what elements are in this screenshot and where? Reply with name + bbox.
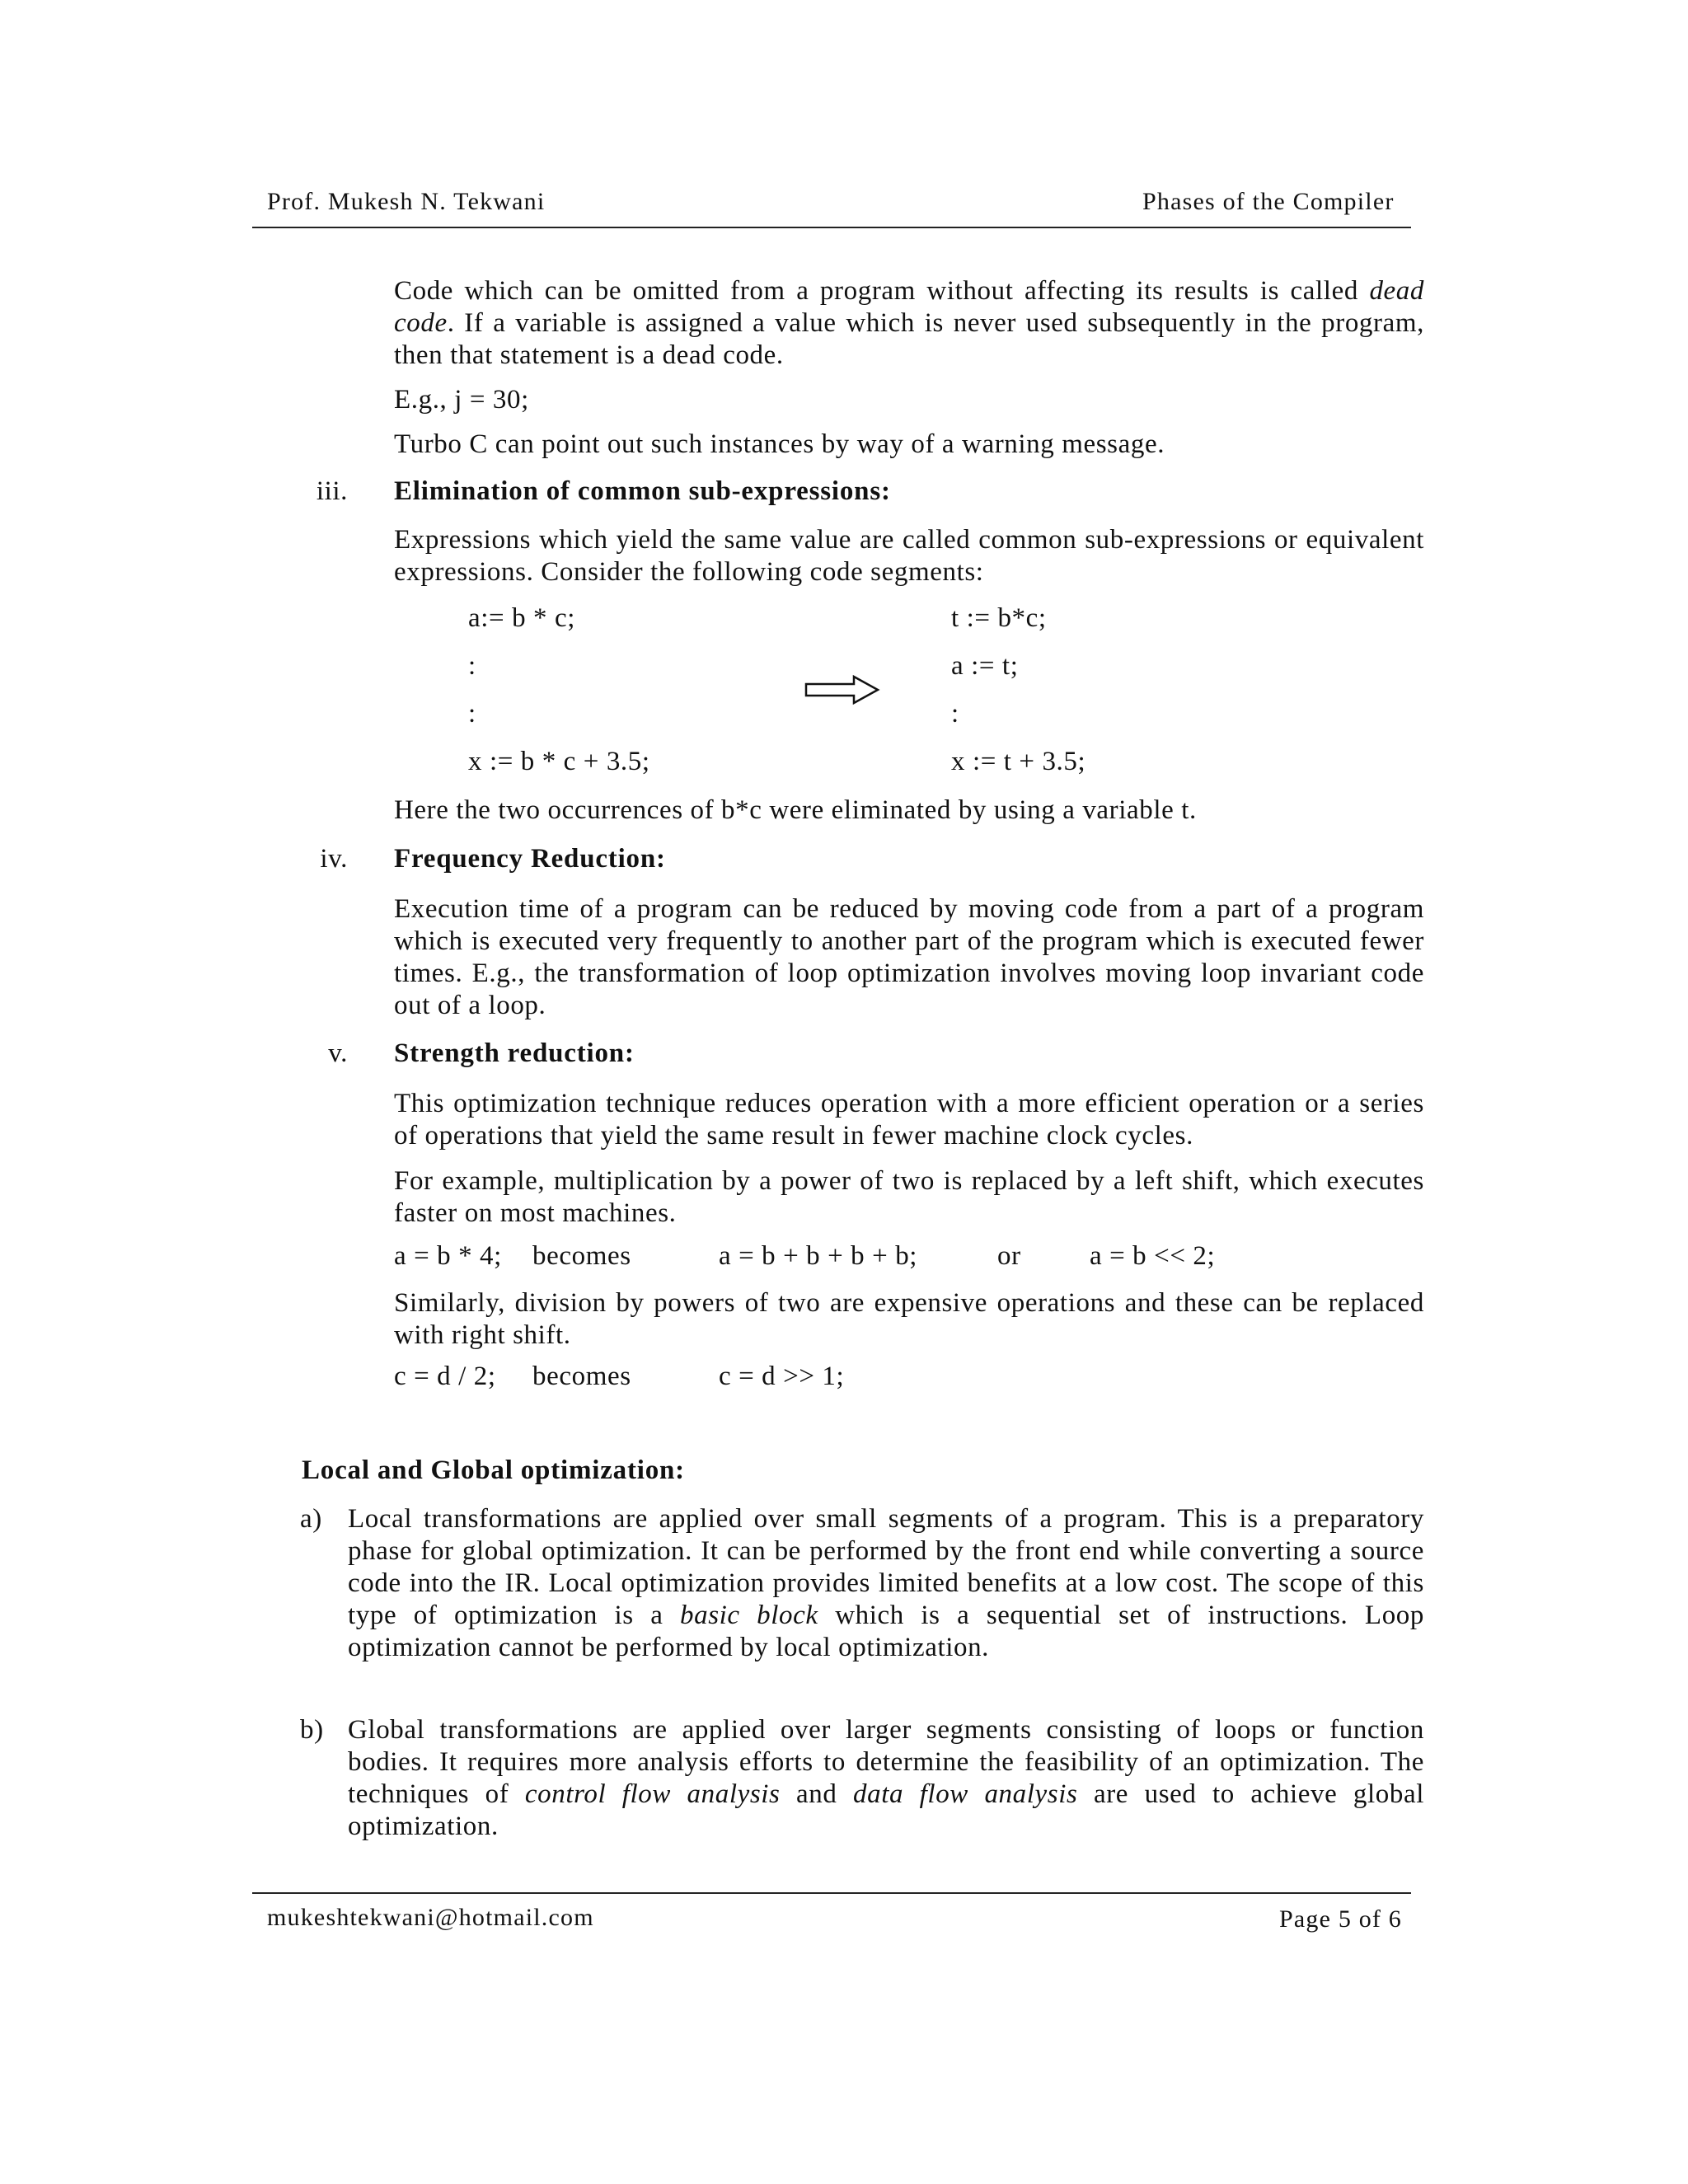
left-code-line-4: x := b * c + 3.5; xyxy=(468,747,650,776)
item-number-v: v. xyxy=(328,1038,348,1068)
example-1-result-add: a = b + b + b + b; xyxy=(719,1241,918,1271)
example-2-expr: c = d / 2; xyxy=(394,1361,496,1391)
example-1-expr: a = b * 4; xyxy=(394,1241,502,1271)
strength-paragraph-3: Similarly, division by powers of two are expensive operations and these can be replaced with right shift. xyxy=(394,1288,1424,1350)
dead-code-example: E.g., j = 30; xyxy=(394,385,529,415)
right-code-line-2: a := t; xyxy=(951,651,1019,681)
global-optimization-paragraph: Global transformations are applied over larger segments consisting of loops or function bodies. It requires more analysis efforts to determine the feasibility of an optimization. The techniques of control flow analysis and data flow analysis are used to achieve global optimization. xyxy=(348,1715,1424,1841)
local-global-heading: Local and Global optimization: xyxy=(302,1455,685,1485)
cse-heading: Elimination of common sub-expressions: xyxy=(394,476,891,506)
basic-block-term: basic block xyxy=(680,1601,818,1630)
item-label-b: b) xyxy=(300,1715,324,1745)
cse-paragraph: Expressions which yield the same value are called common sub-expressions or equivalent expressions. Consider the following code segments: xyxy=(394,525,1424,587)
item-number-iv: iv. xyxy=(320,844,348,874)
control-flow-term: control flow analysis xyxy=(524,1779,781,1809)
item-number-iii: iii. xyxy=(316,476,348,506)
transform-arrow-icon xyxy=(804,674,880,705)
frequency-paragraph: Execution time of a program can be reduced by moving code from a part of a program which is executed very frequently to another part of the program which is executed fewer times. E.g., the transformation of loop optimization involves moving loop invariant code out of a loop. xyxy=(394,894,1424,1020)
example-1-result-shift: a = b << 2; xyxy=(1090,1241,1216,1271)
cse-note: Here the two occurrences of b*c were eliminated by using a variable t. xyxy=(394,795,1197,825)
item-label-a: a) xyxy=(300,1504,322,1534)
frequency-heading: Frequency Reduction: xyxy=(394,844,666,874)
header-author: Prof. Mukesh N. Tekwani xyxy=(267,188,546,215)
footer-rule xyxy=(252,1892,1411,1894)
footer-email[interactable]: mukeshtekwani@hotmail.com xyxy=(267,1904,594,1931)
right-code-line-4: x := t + 3.5; xyxy=(951,747,1086,776)
example-1-or: or xyxy=(997,1241,1021,1271)
turbo-c-note: Turbo C can point out such instances by way of a warning message. xyxy=(394,429,1165,459)
right-code-line-1: t := b*c; xyxy=(951,603,1047,633)
example-2-becomes: becomes xyxy=(532,1361,631,1391)
footer-page-number: Page 5 of 6 xyxy=(1279,1905,1403,1933)
example-1-becomes: becomes xyxy=(532,1241,631,1271)
strength-paragraph-2: For example, multiplication by a power of two is replaced by a left shift, which executes faster on most machines. xyxy=(394,1166,1424,1228)
strength-paragraph-1: This optimization technique reduces operation with a more efficient operation or a series of operations that yield the same result in fewer machine clock cycles. xyxy=(394,1089,1424,1151)
dead-code-term: dead code xyxy=(394,276,1424,338)
dead-code-paragraph: Code which can be omitted from a program without affecting its results is called dead code. If a variable is assigned a value which is never used subsequently in the program, then that statement is a dead code. xyxy=(394,276,1424,370)
data-flow-term: data flow analysis xyxy=(853,1779,1078,1809)
strength-heading: Strength reduction: xyxy=(394,1038,635,1068)
example-2-result: c = d >> 1; xyxy=(719,1361,845,1391)
left-code-line-3: : xyxy=(468,699,476,729)
header-title: Phases of the Compiler xyxy=(1142,188,1395,215)
header-rule xyxy=(252,227,1411,228)
left-code-line-2: : xyxy=(468,651,476,681)
left-code-line-1: a:= b * c; xyxy=(468,603,575,633)
right-code-line-3: : xyxy=(951,699,959,729)
local-optimization-paragraph: Local transformations are applied over small segments of a program. This is a preparatory phase for global optimization. It can be performed by the front end while converting a source code into the IR. Local optimization provides limited benefits at a low cost. The scope of this type of optimization is a basic block which is a sequential set of instructions. Loop optimization cannot be performed by local optimization. xyxy=(348,1504,1424,1662)
